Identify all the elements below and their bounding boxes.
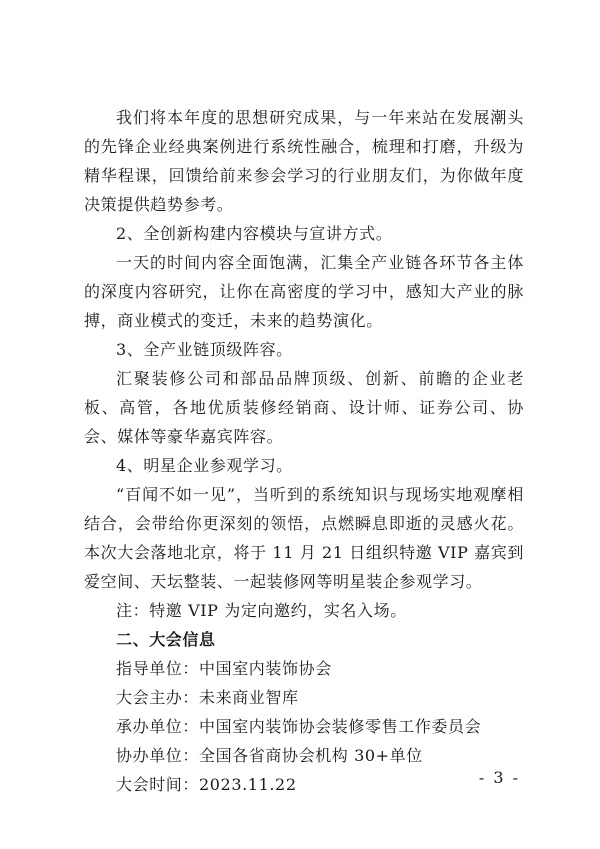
paragraph-guest-lineup: 汇聚装修公司和部品品牌顶级、创新、前瞻的企业老板、高管，各地优质装修经销商、设计师、证券公司、协会、媒体等豪华嘉宾阵容。 [84, 369, 524, 446]
section-heading-conference-info: 二、大会信息 [116, 630, 216, 649]
info-line-date: 大会时间：2023.11.22 [116, 775, 297, 794]
page-number: - 3 - [478, 768, 520, 787]
paragraph-content-depth: 一天的时间内容全面饱满，汇集全产业链各环节各主体的深度内容研究，让你在高密度的学习中，感知大产业的脉搏，商业模式的变迁，未来的趋势演化。 [84, 253, 524, 330]
info-line-host: 大会主办：未来商业智库 [116, 688, 299, 707]
item-3-heading: 3、全产业链顶级阵容。 [116, 340, 293, 359]
item-2-heading: 2、全创新构建内容模块与宣讲方式。 [116, 224, 393, 243]
paragraph-company-visit: “百闻不如一见”，当听到的系统知识与现场实地观摩相结合，会带给你更深刻的领悟，点燃瞬息即逝的灵感火花。本次大会落地北京，将于 11 月 21 日组织特邀 VIP 嘉宾到爱空间、天坛整装、一起装修网等明星装企参观学习。 [84, 485, 524, 591]
info-line-co-organizer: 协办单位：全国各省商协会机构 30+单位 [116, 746, 423, 765]
document-body [84, 103, 524, 799]
info-line-organizer: 承办单位：中国室内装饰协会装修零售工作委员会 [116, 717, 482, 736]
info-line-guiding-unit: 指导单位：中国室内装饰协会 [116, 659, 332, 678]
vip-note: 注：特邀 VIP 为定向邀约，实名入场。 [116, 601, 407, 620]
item-4-heading: 4、明星企业参观学习。 [116, 456, 293, 475]
paragraph-research-results: 我们将本年度的思想研究成果，与一年来站在发展潮头的先锋企业经典案例进行系统性融合，梳理和打磨，升级为精华程课，回馈给前来参会学习的行业朋友们，为你做年度决策提供趋势参考。 [84, 108, 524, 214]
